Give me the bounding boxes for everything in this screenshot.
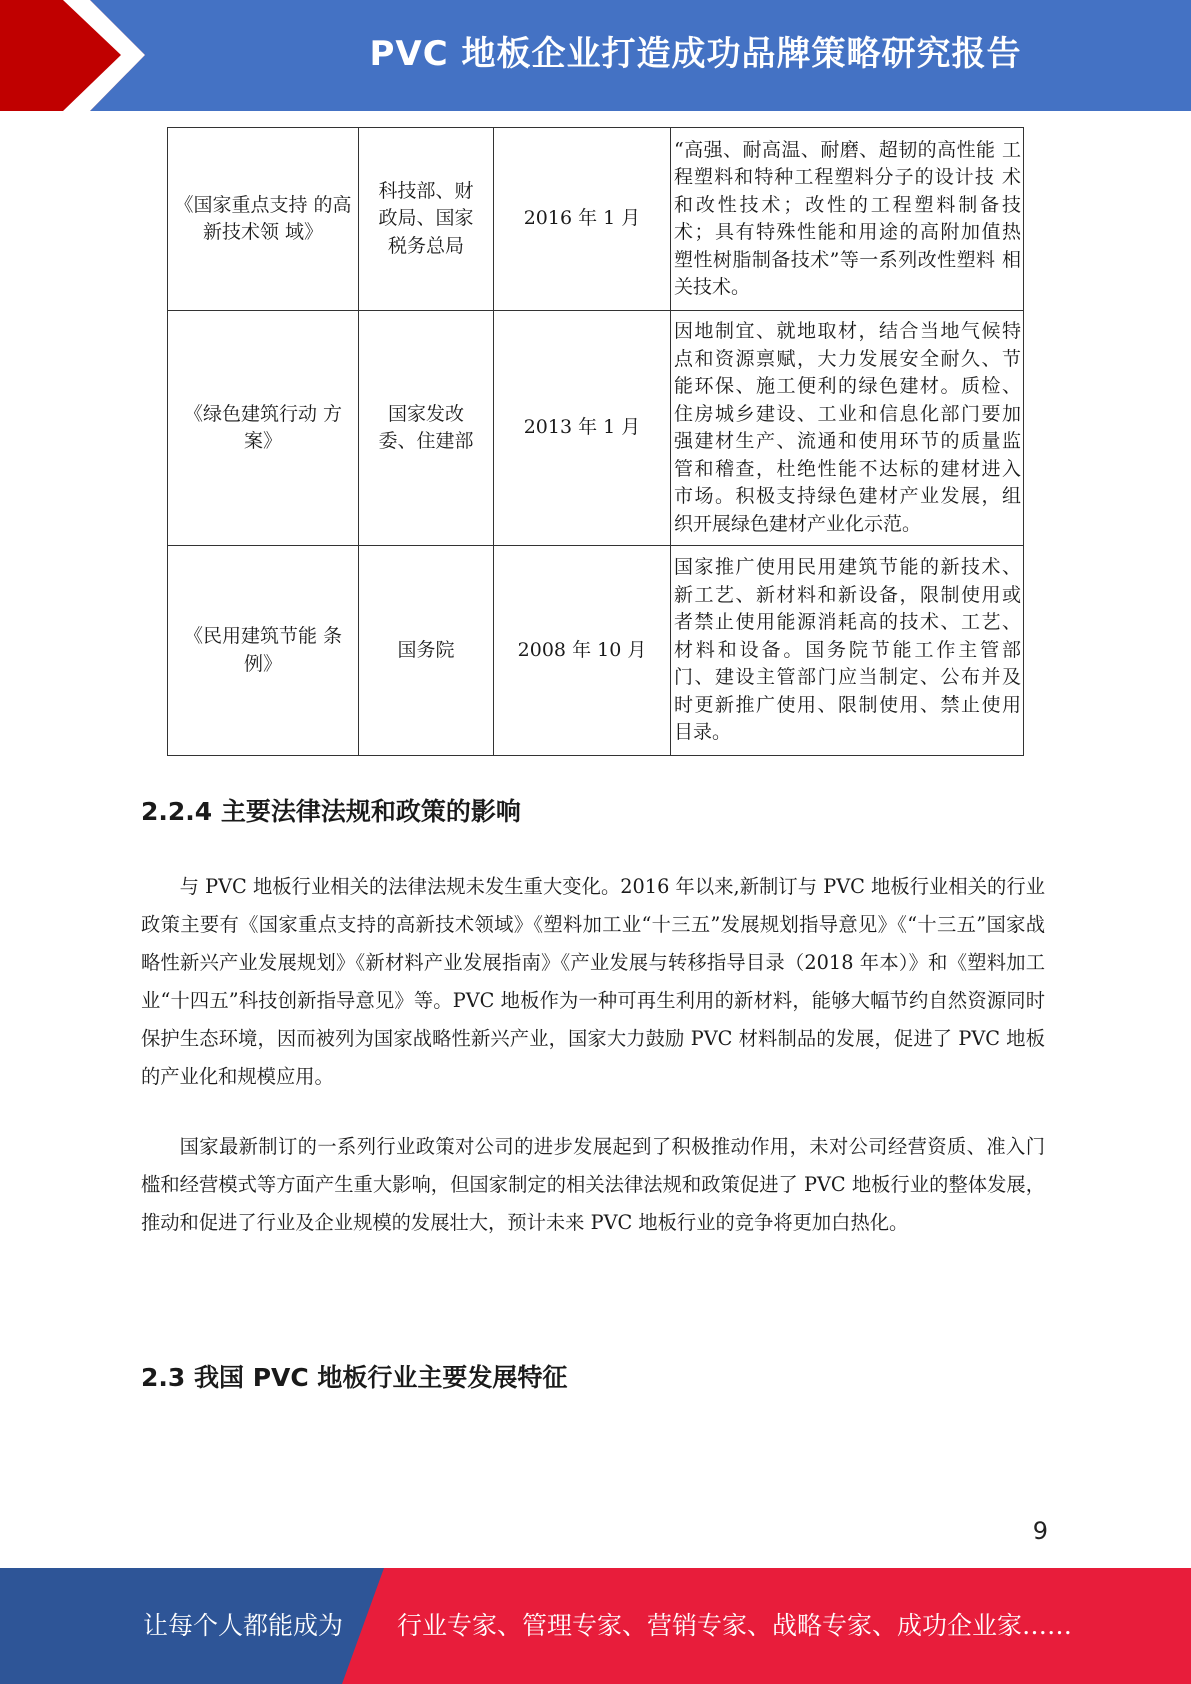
policy-name: 《国家重点支持 的高新技术领 域》: [168, 128, 359, 311]
issue-date: 2016 年 1 月: [494, 128, 671, 311]
issue-date: 2013 年 1 月: [494, 311, 671, 546]
policy-name: 《民用建筑节能 条例》: [168, 546, 359, 756]
section-heading-2-2-4: 2.2.4 主要法律法规和政策的影响: [141, 797, 521, 826]
footer-slogan-right: 行业专家、管理专家、营销专家、战略专家、成功企业家……: [397, 1611, 1073, 1640]
page-header: [0, 0, 1191, 111]
page-footer: [0, 1568, 1191, 1684]
table-row: [168, 546, 1024, 756]
issuing-department: 国务院: [359, 546, 494, 756]
policy-content: 国家推广使用民用建筑节能的新技术、 新工艺、新材料和新设备，限制使用或 者禁止使用能源消耗高的技术、工艺、 材料和设备。国务院节能工作主管部 门、建设主管部门应当制定、公布并及 时更新推广使用、限制使用、禁止使用 目录。: [671, 546, 1024, 756]
body-paragraph: 与 PVC 地板行业相关的法律法规未发生重大变化。2016 年以来,新制订与 PVC 地板行业相关的行业政策主要有《国家重点支持的高新技术领域》《塑料加工业“十三五”发展规划指导意见》《“十三五”国家战略性新兴产业发展规划》《新材料产业发展指南》《产业发展与转移指导目录（2018 年本）》和《塑料加工业“十四五”科技创新指导意见》等。PVC 地板作为一种可再生利用的新材料，能够大幅节约自然资源同时保护生态环境，因而被列为国家战略性新兴产业，国家大力鼓励 PVC 材料制品的发展，促进了 PVC 地板的产业化和规模应用。: [141, 875, 1045, 1088]
policy-name: 《绿色建筑行动 方案》: [168, 311, 359, 546]
table-row: [168, 128, 1024, 311]
issuing-department: 科技部、财政局、国家税务总局: [359, 128, 494, 311]
report-title: PVC 地板企业打造成功品牌策略研究报告: [369, 34, 1022, 74]
section-heading-2-3: 2.3 我国 PVC 地板行业主要发展特征: [141, 1363, 568, 1392]
body-paragraph: 国家最新制订的一系列行业政策对公司的进步发展起到了积极推动作用，未对公司经营资质、准入门槛和经营模式等方面产生重大影响，但国家制定的相关法律法规和政策促进了 PVC 地板行业的整体发展，推动和促进了行业及企业规模的发展壮大，预计未来 PVC 地板行业的竞争将更加白热化。: [141, 1135, 1045, 1234]
policy-content: “高强、耐高温、耐磨、超韧的高性能 工程塑料和特种工程塑料分子的设计技 术和改性技术；改性的工程塑料制备技 术；具有特殊性能和用途的高附加值热 塑性树脂制备技术”等一系列改性塑料 相关技术。: [671, 128, 1024, 311]
table-row: [168, 311, 1024, 546]
policy-content: 因地制宜、就地取材，结合当地气候特 点和资源禀赋，大力发展安全耐久、节 能环保、施工便利的绿色建材。质检、 住房城乡建设、工业和信息化部门要加 强建材生产、流通和使用环节的质量监 管和稽查，杜绝性能不达标的建材进入 市场。积极支持绿色建材产业发展，组 织开展绿色建材产业化示范。: [671, 311, 1024, 546]
policy-table: [167, 127, 1024, 756]
issuing-department: 国家发改委、住建部: [359, 311, 494, 546]
header-chevron-icon: [0, 0, 160, 111]
page-number: 9: [1032, 1517, 1048, 1545]
issue-date: 2008 年 10 月: [494, 546, 671, 756]
footer-slogan-left: 让每个人都能成为: [143, 1611, 344, 1640]
